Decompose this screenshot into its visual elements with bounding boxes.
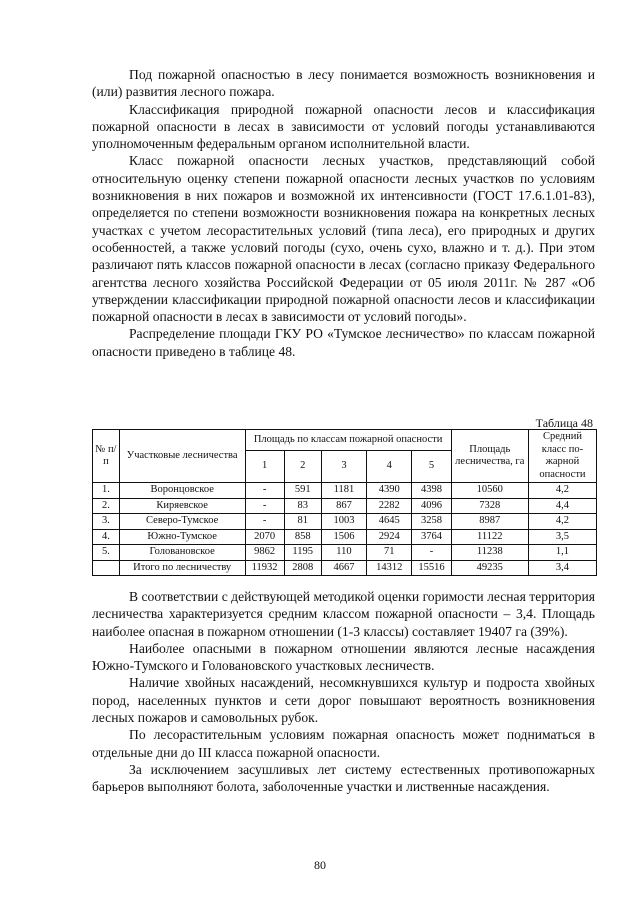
cell-c2: 591 xyxy=(284,483,321,499)
cell-c4: 71 xyxy=(367,545,412,561)
paragraph: По лесорастительным условиям пожарная опасность может подниматься в отдельные дни до III класса пожарной опасности. xyxy=(92,727,595,760)
cell-c1: 2070 xyxy=(245,529,284,545)
table-total-row xyxy=(93,560,597,576)
table-row xyxy=(93,545,597,561)
header-class: 3 xyxy=(321,450,366,482)
cell-total: 49235 xyxy=(451,560,528,576)
cell-c2: 1195 xyxy=(284,545,321,561)
cell-c5: 4398 xyxy=(412,483,451,499)
cell-avg: 4,2 xyxy=(528,483,596,499)
paragraph: Распределение площади ГКУ РО «Тумское лесничество» по классам пожарной опасности приведено в таблице 48. xyxy=(92,326,595,359)
cell-c3: 1003 xyxy=(321,514,366,530)
paragraph: Под пожарной опасностью в лесу понимается возможность возникновения и (или) развития лесного пожара. xyxy=(92,67,595,100)
table-row xyxy=(93,483,597,499)
paragraph: Наличие хвойных насаждений, несомкнувшихся культур и подроста хвойных пород, населенных пунктов и сети дорог повышают вероятность возникновения лесных пожаров и самовольных рубок. xyxy=(92,675,595,726)
cell-c4: 2924 xyxy=(367,529,412,545)
cell-c5: 3258 xyxy=(412,514,451,530)
header-class: 5 xyxy=(412,450,451,482)
table-row xyxy=(93,514,597,530)
cell-c3: 867 xyxy=(321,498,366,514)
cell-c5: - xyxy=(412,545,451,561)
paragraph: Наиболее опасными в пожарном отношении являются лесные насаждения Южно-Тумского и Голованoвского участковых лесничеств. xyxy=(92,640,595,674)
cell-c4: 4390 xyxy=(367,483,412,499)
cell-c1: 9862 xyxy=(245,545,284,561)
cell-avg: 4,2 xyxy=(528,514,596,530)
cell-avg: 3,5 xyxy=(528,529,596,545)
conclusion-text xyxy=(92,588,595,796)
cell-avg: 1,1 xyxy=(528,545,596,561)
cell-c3: 1181 xyxy=(321,483,366,499)
cell-c1: - xyxy=(245,514,284,530)
fire-danger-table xyxy=(92,429,597,576)
cell-name: Южно-Тумское xyxy=(119,529,245,545)
header-avg-class: Средний класс по-жарной опасности xyxy=(528,430,596,483)
cell-c3: 110 xyxy=(321,545,366,561)
cell-name: Воронцовское xyxy=(119,483,245,499)
table-row xyxy=(93,498,597,514)
paragraph: В соответствии с действующей методикой оценки горимости лесная территория лесничества характеризуется средним классом пожарной опасности – 3,4. Площадь наиболее опасная в пожарном отношении (1-3 классы) составляет 19407 га (39%). xyxy=(92,589,595,639)
cell-c5: 15516 xyxy=(412,560,451,576)
cell-c4: 14312 xyxy=(367,560,412,576)
cell-c2: 2808 xyxy=(284,560,321,576)
cell-total: 7328 xyxy=(451,498,528,514)
table-caption: Таблица 48 xyxy=(535,416,593,430)
header-total-area: Площадь лесничества, га xyxy=(451,430,528,483)
header-class: 4 xyxy=(367,450,412,482)
cell-name: Северо-Тумское xyxy=(119,514,245,530)
cell-num: 5. xyxy=(93,545,120,561)
paragraph: За исключением засушливых лет систему естественных противопожарных барьеров выполняют болота, заболоченные участки и лиственные насаждения. xyxy=(92,761,595,795)
cell-c2: 858 xyxy=(284,529,321,545)
cell-c1: - xyxy=(245,483,284,499)
cell-num: 3. xyxy=(93,514,120,530)
header-area-by-class: Площадь по классам пожарной опасности xyxy=(245,430,451,451)
cell-num: 1. xyxy=(93,483,120,499)
cell-c4: 4645 xyxy=(367,514,412,530)
cell-c3: 4667 xyxy=(321,560,366,576)
table-row xyxy=(93,529,597,545)
cell-c2: 83 xyxy=(284,498,321,514)
cell-c3: 1506 xyxy=(321,529,366,545)
cell-c1: 11932 xyxy=(245,560,284,576)
cell-c1: - xyxy=(245,498,284,514)
cell-total: 11122 xyxy=(451,529,528,545)
intro-text xyxy=(92,66,595,360)
cell-c5: 4096 xyxy=(412,498,451,514)
page-number: 80 xyxy=(314,858,326,872)
header-num: № п/п xyxy=(93,430,120,483)
paragraph: Класс пожарной опасности лесных участков, представляющий собой относительную оценку степени пожарной опасности лесных участков по условиям возникновения в них пожаров и возможной их интенсивности (ГОСТ 17.6.1.01-83), определяется по степени возможности возникновения пожара на конкретных лесных участках с учетом лесорастительных условий (типа леса), его природных и других особенностей, а также условий погоды (сухо, очень сухо, влажно и т. д.). При этом различают пять классов пожарной опасности в лесах (согласно приказу Федерального агентства лесного хозяйства Российской Федерации от 05 июля 2011г. № 287 «Об утверждении классификации природной пожарной опасности лесов и классификации пожарной опасности в лесах в зависимости от условий погоды». xyxy=(92,153,595,325)
cell-num: 4. xyxy=(93,529,120,545)
header-class: 1 xyxy=(245,450,284,482)
cell-name: Головановское xyxy=(119,545,245,561)
cell-total: 8987 xyxy=(451,514,528,530)
cell-c2: 81 xyxy=(284,514,321,530)
cell-avg: 4,4 xyxy=(528,498,596,514)
cell-num-empty xyxy=(93,560,120,576)
cell-c4: 2282 xyxy=(367,498,412,514)
header-district: Участковые лесничества xyxy=(119,430,245,483)
cell-total: 10560 xyxy=(451,483,528,499)
paragraph: Классификация природной пожарной опасности лесов и классификация пожарной опасности в лесах в зависимости от условий погоды устанавливаются уполномоченным федеральным органом исполнительной власти. xyxy=(92,101,595,152)
cell-name: Киряевское xyxy=(119,498,245,514)
cell-total: 11238 xyxy=(451,545,528,561)
cell-total-label: Итого по лесничеству xyxy=(119,560,245,576)
cell-c5: 3764 xyxy=(412,529,451,545)
cell-num: 2. xyxy=(93,498,120,514)
cell-avg: 3,4 xyxy=(528,560,596,576)
header-class: 2 xyxy=(284,450,321,482)
